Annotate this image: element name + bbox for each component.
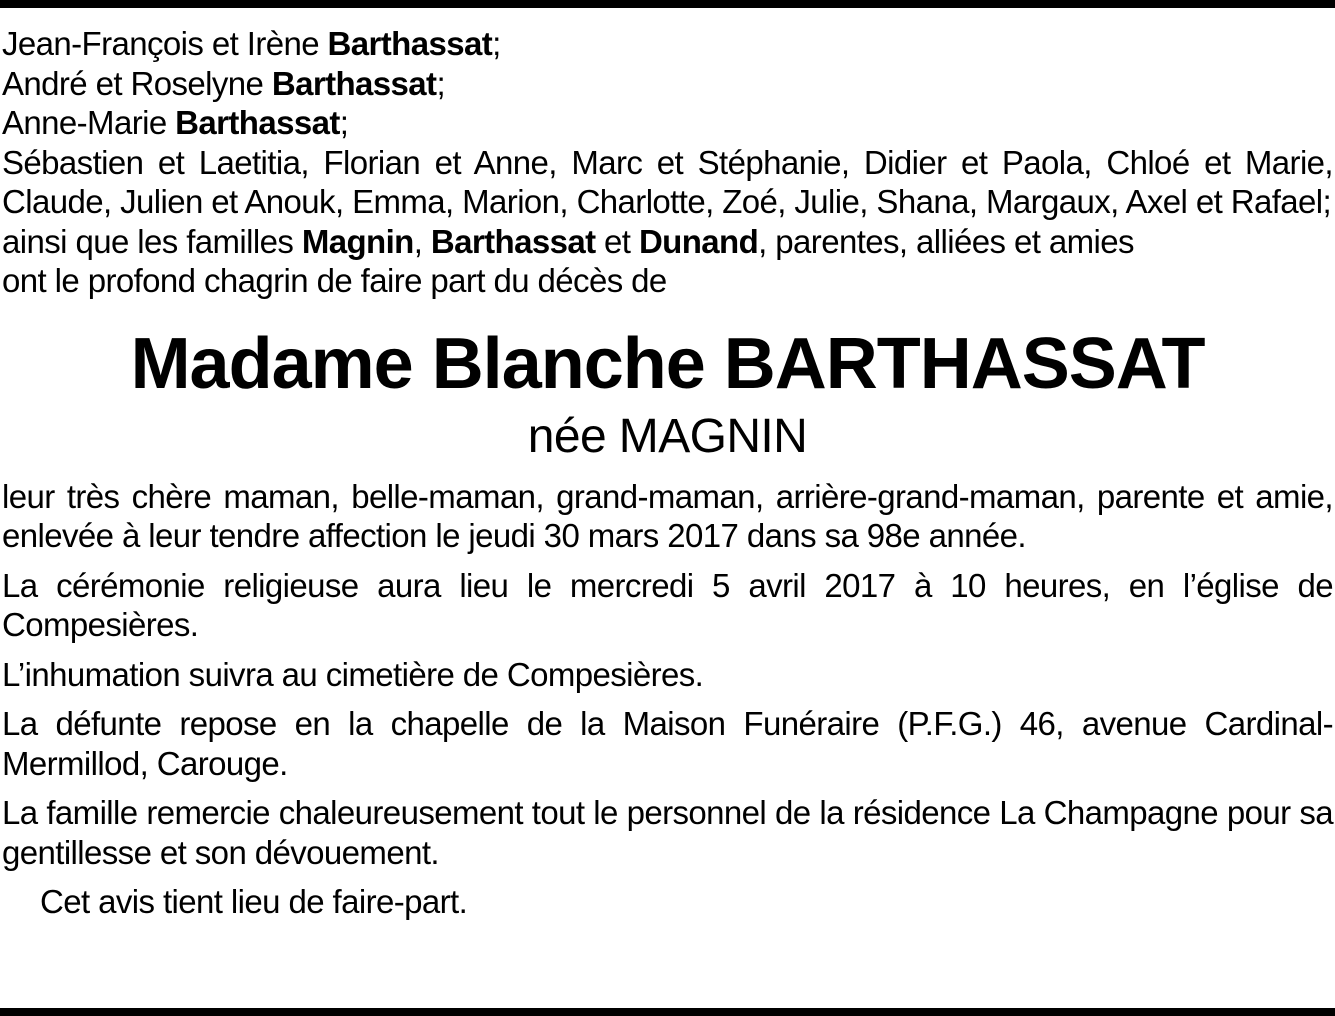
deceased-name: Madame Blanche BARTHASSAT [130,323,1205,404]
family-name: Magnin [301,222,414,260]
surname: Barthassat [327,25,493,62]
family-line: André et Roselyne Barthassat; [2,64,446,102]
grandchildren-list: Sébastien et Laetitia, Florian et Anne, Marc et Stéphanie, Didier et Paola, Chloé et Marie, Claude, Julien et Anouk, Emma, Marion, Charlotte, Zoé, Julie, Shana, Margaux, Axel et Rafael; [2,143,1333,220]
family-name: Dunand [638,222,759,260]
bottom-rule [0,1008,1335,1016]
top-rule [0,0,1335,8]
viewing-paragraph: La défunte repose en la chapelle de la Maison Funéraire (P.F.G.) 46, avenue Cardinal-Mermillod, Carouge. [2,705,1333,782]
thanks-paragraph: La famille remercie chaleureusement tout le personnel de la résidence La Champagne pour sa gentillesse et son dévouement. [2,794,1333,871]
description-paragraph: leur très chère maman, belle-maman, grand-maman, arrière-grand-maman, parente et amie, enlevée à leur tendre affection le jeudi 30 mars 2017 dans sa 98e année. [2,477,1333,554]
ceremony-paragraph: La cérémonie religieuse aura lieu le mercredi 5 avril 2017 à 10 heures, en l’église de Compesières. [2,566,1333,643]
family-line: Anne-Marie Barthassat; [2,104,349,141]
families-line: ainsi que les familles Magnin, Barthassat et Dunand, parentes, alliées et amies [2,222,1134,260]
family-name: Barthassat [430,222,596,260]
surname: Barthassat [175,104,340,141]
maiden-name: née MAGNIN [527,409,808,463]
burial-paragraph: L’inhumation suivra au cimetière de Compesières. [2,655,704,693]
surname: Barthassat [271,64,437,102]
family-line: Jean-François et Irène Barthassat; [2,25,501,62]
closing-line: Cet avis tient lieu de faire-part. [40,883,468,920]
announcement-line: ont le profond chagrin de faire part du décès de [2,262,667,299]
obituary-notice [2,24,1333,922]
